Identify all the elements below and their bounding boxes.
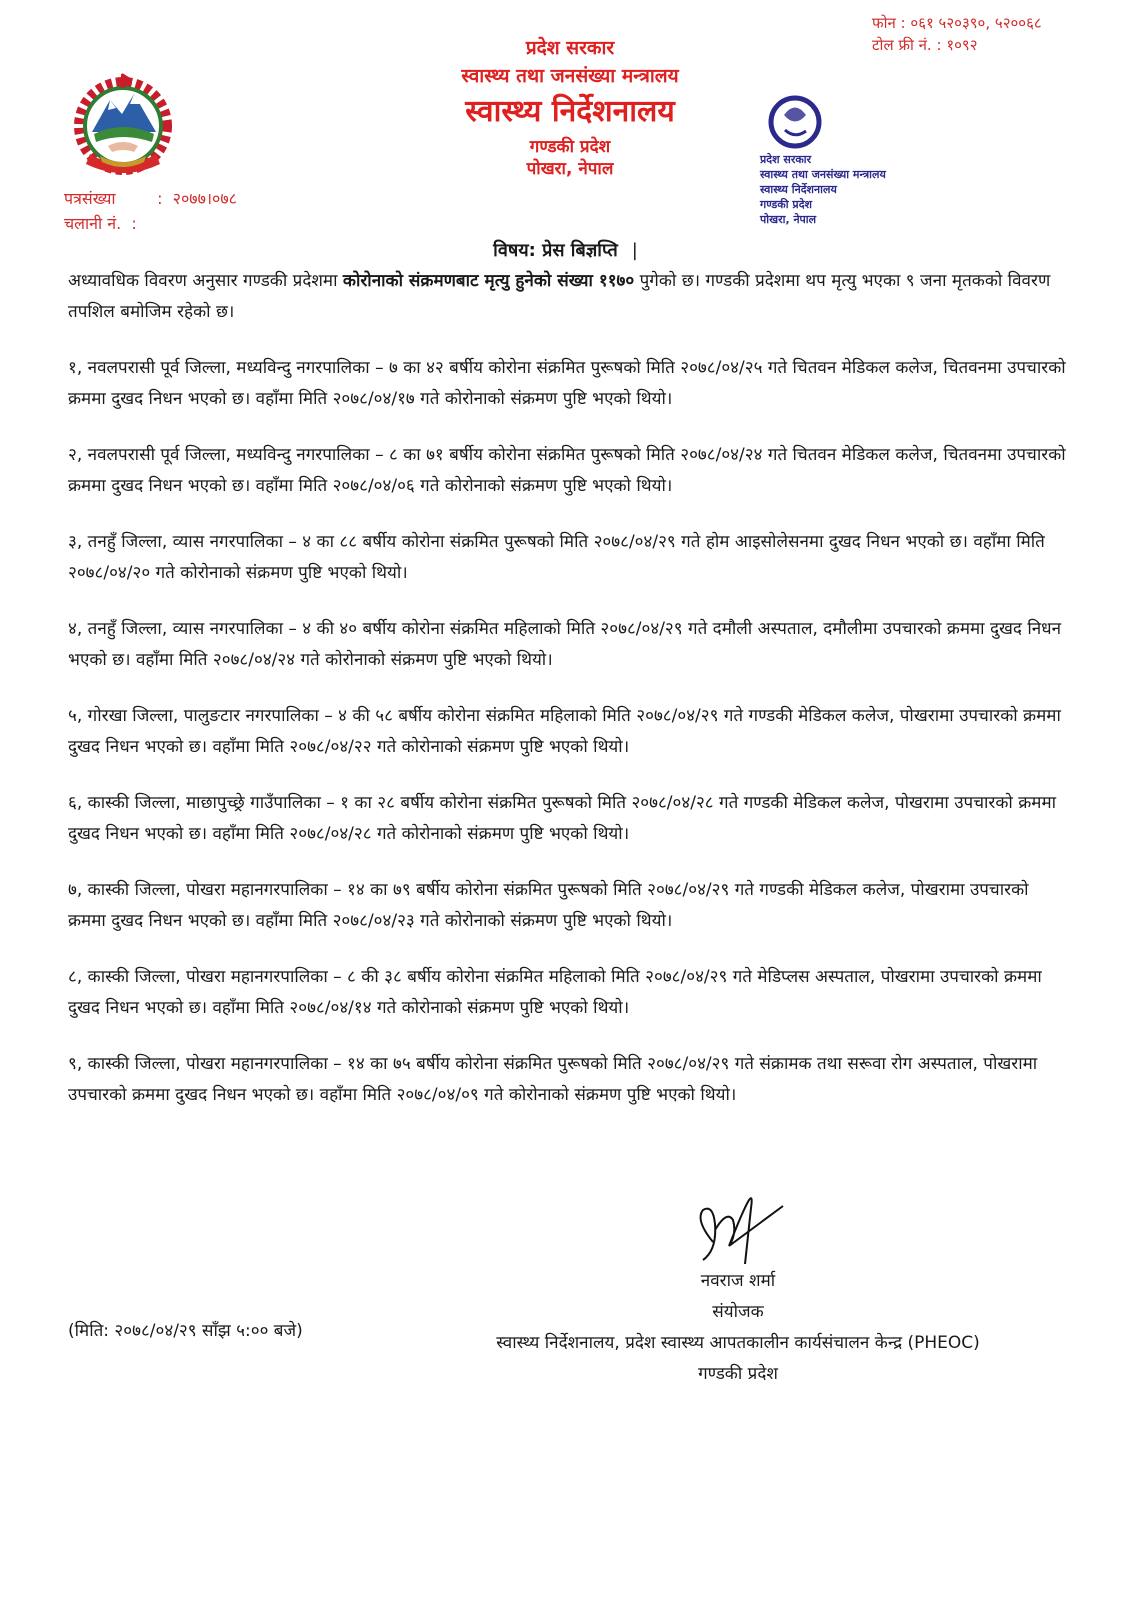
subject-label: विषय: प्रेस बिज्ञप्ति bbox=[493, 240, 618, 261]
case-item: ४, तनहुँ जिल्ला, व्यास नगरपालिका – ४ की ४० बर्षीय कोरोना संक्रमित महिलाको मिति २०७८/०४/२९ गते दमौली अस्पताल, दमौलीमा उपचारको क्रममा दुखद निधन भएको छ। वहाँमा मिति २०७८/०४/२४ गते कोरोनाको संक्रमण पुष्टि भएको थियो। bbox=[68, 619, 1062, 670]
tollfree-label: टोल फ्री नं. : bbox=[872, 36, 942, 54]
ref-number-row bbox=[64, 186, 237, 211]
ministry-name: स्वास्थ्य तथा जनसंख्या मन्त्रालय bbox=[461, 65, 679, 87]
intro-text-2: पुगेको छ। गण्डकी प्रदेशमा थप मृत्यु भएका ९ जना मृतकको विवरण तपशिल बमोजिम रहेको छ। bbox=[68, 271, 1051, 322]
case-item: ८, कास्की जिल्ला, पोखरा महानगरपालिका – ८ की ३८ बर्षीय कोरोना संक्रमित महिलाको मिति २०७८/०४/२९ गते मेडिप्लस अस्पताल, पोखरामा उपचारको क्रममा दुखद निधन भएको छ। वहाँमा मिति २०७८/०४/१४ गते कोरोनाको संक्रमण पुष्टि भएको थियो। bbox=[68, 967, 1042, 1018]
phone-row bbox=[872, 12, 1042, 34]
signer-province: गण्डकी प्रदेश bbox=[698, 1364, 778, 1384]
government-name: प्रदेश सरकार bbox=[525, 37, 615, 59]
intro-paragraph bbox=[68, 266, 1068, 328]
subject-bar: | bbox=[631, 240, 638, 261]
case-item: ९, कास्की जिल्ला, पोखरा महानगरपालिका – १४ का ७५ बर्षीय कोरोना संक्रमित पुरूषको मिति २०७८/०४/२९ गते संक्रामक तथा सरूवा रोग अस्पताल, पोखरामा उपचारको क्रममा दुखद निधन भएको छ। वहाँमा मिति २०७८/०४/०९ गते कोरोनाको संक्रमण पुष्टि भएको थियो। bbox=[68, 1054, 1038, 1105]
intro-text-1: अध्यावधिक विवरण अनुसार गण्डकी प्रदेशमा bbox=[68, 271, 343, 291]
signature-block bbox=[458, 1190, 1018, 1390]
dispatch-number-label: चलानी नं. bbox=[64, 214, 122, 233]
tollfree-value: १०९२ bbox=[946, 36, 978, 54]
stamp-line-2: स्वास्थ्य निर्देशनालय bbox=[760, 183, 837, 196]
ref-number-label: पत्रसंख्या bbox=[64, 189, 116, 208]
reference-block bbox=[64, 186, 237, 236]
letterhead-header bbox=[380, 34, 760, 180]
stamp-line-4: पोखरा, नेपाल bbox=[760, 213, 817, 226]
signature-icon bbox=[673, 1190, 803, 1270]
case-item: ३, तनहुँ जिल्ला, व्यास नगरपालिका – ४ का ८८ बर्षीय कोरोना संक्रमित पुरूषको मिति २०७८/०४/२९ गते होम आइसोलेसनमा दुखद निधन भएको छ। वहाँमा मिति २०७८/०४/२० गते कोरोनाको संक्रमण पुष्टि भएको थियो। bbox=[68, 532, 1045, 583]
official-stamp-icon bbox=[765, 92, 825, 152]
intro-death-count: कोरोनाको संक्रमणबाट मृत्यु हुनेको संख्या ११७० bbox=[342, 271, 635, 291]
province-name: गण्डकी प्रदेश bbox=[529, 137, 611, 157]
stamp-line-1: स्वास्थ्य तथा जनसंख्या मन्त्रालय bbox=[760, 168, 886, 181]
subject-line bbox=[0, 238, 1131, 262]
office-location: पोखरा, नेपाल bbox=[526, 159, 614, 179]
signer-name: नवराज शर्मा bbox=[700, 1271, 776, 1291]
dispatch-colon: : bbox=[126, 214, 137, 233]
press-release-body bbox=[68, 266, 1068, 1136]
signer-title: संयोजक bbox=[712, 1302, 764, 1322]
phone-value: ०६१ ५२०३९०, ५२००६८ bbox=[910, 14, 1042, 32]
case-item: ६, कास्की जिल्ला, माछापुच्छ्रे गाउँपालिका – १ का २८ बर्षीय कोरोना संक्रमित पुरूषको मिति २०७८/०४/२८ गते गण्डकी मेडिकल कलेज, पोखरामा उपचारको क्रममा दुखद निधन भएको छ। वहाँमा मिति २०७८/०४/२८ गते कोरोनाको संक्रमण पुष्टि भएको थियो। bbox=[68, 793, 1057, 844]
stamp-line-0: प्रदेश सरकार bbox=[760, 153, 812, 166]
ref-colon: : bbox=[157, 189, 168, 208]
official-stamp-text bbox=[760, 152, 1060, 227]
phone-label: फोन : bbox=[872, 14, 906, 32]
stamp-line-3: गण्डकी प्रदेश bbox=[760, 198, 813, 211]
case-item: २, नवलपरासी पूर्व जिल्ला, मध्यविन्दु नगरपालिका – ८ का ७१ बर्षीय कोरोना संक्रमित पुरूषको मिति २०७८/०४/२४ गते चितवन मेडिकल कलेज, चितवनमा उपचारको क्रममा दुखद निधन भएको छ। वहाँमा मिति २०७८/०४/०६ गते कोरोनाको संक्रमण पुष्टि भएको थियो। bbox=[68, 445, 1066, 496]
office-name: स्वास्थ्य निर्देशनालय bbox=[465, 94, 675, 129]
case-item: ७, कास्की जिल्ला, पोखरा महानगरपालिका – १४ का ७९ बर्षीय कोरोना संक्रमित पुरूषको मिति २०७८/०४/२९ गते गण्डकी मेडिकल कलेज, पोखरामा उपचारको क्रममा दुखद निधन भएको छ। वहाँमा मिति २०७८/०४/२३ गते कोरोनाको संक्रमण पुष्टि भएको थियो। bbox=[68, 880, 1029, 931]
tollfree-row bbox=[872, 34, 1042, 56]
contact-block bbox=[872, 12, 1042, 56]
nepal-emblem-icon bbox=[64, 70, 182, 182]
ref-number-value: २०७७।०७८ bbox=[172, 189, 237, 208]
case-item: ५, गोरखा जिल्ला, पालुङटार नगरपालिका – ४ की ५८ बर्षीय कोरोना संक्रमित महिलाको मिति २०७८/०४/२९ गते गण्डकी मेडिकल कलेज, पोखरामा उपचारको क्रममा दुखद निधन भएको छ। वहाँमा मिति २०७८/०४/२२ गते कोरोनाको संक्रमण पुष्टि भएको थियो। bbox=[68, 706, 1061, 757]
issue-date: (मिति: २०७८/०४/२९ साँझ ५:०० बजे) bbox=[68, 1321, 303, 1341]
dispatch-number-row bbox=[64, 211, 237, 236]
signer-organization: स्वास्थ्य निर्देशनालय, प्रदेश स्वास्थ्य आपतकालीन कार्यसंचालन केन्द्र (PHEOC) bbox=[496, 1333, 980, 1353]
case-item: १, नवलपरासी पूर्व जिल्ला, मध्यविन्दु नगरपालिका – ७ का ४२ बर्षीय कोरोना संक्रमित पुरूषको मिति २०७८/०४/२५ गते चितवन मेडिकल कलेज, चितवनमा उपचारको क्रममा दुखद निधन भएको छ। वहाँमा मिति २०७८/०४/१७ गते कोरोनाको संक्रमण पुष्टि भएको थियो। bbox=[68, 358, 1066, 409]
